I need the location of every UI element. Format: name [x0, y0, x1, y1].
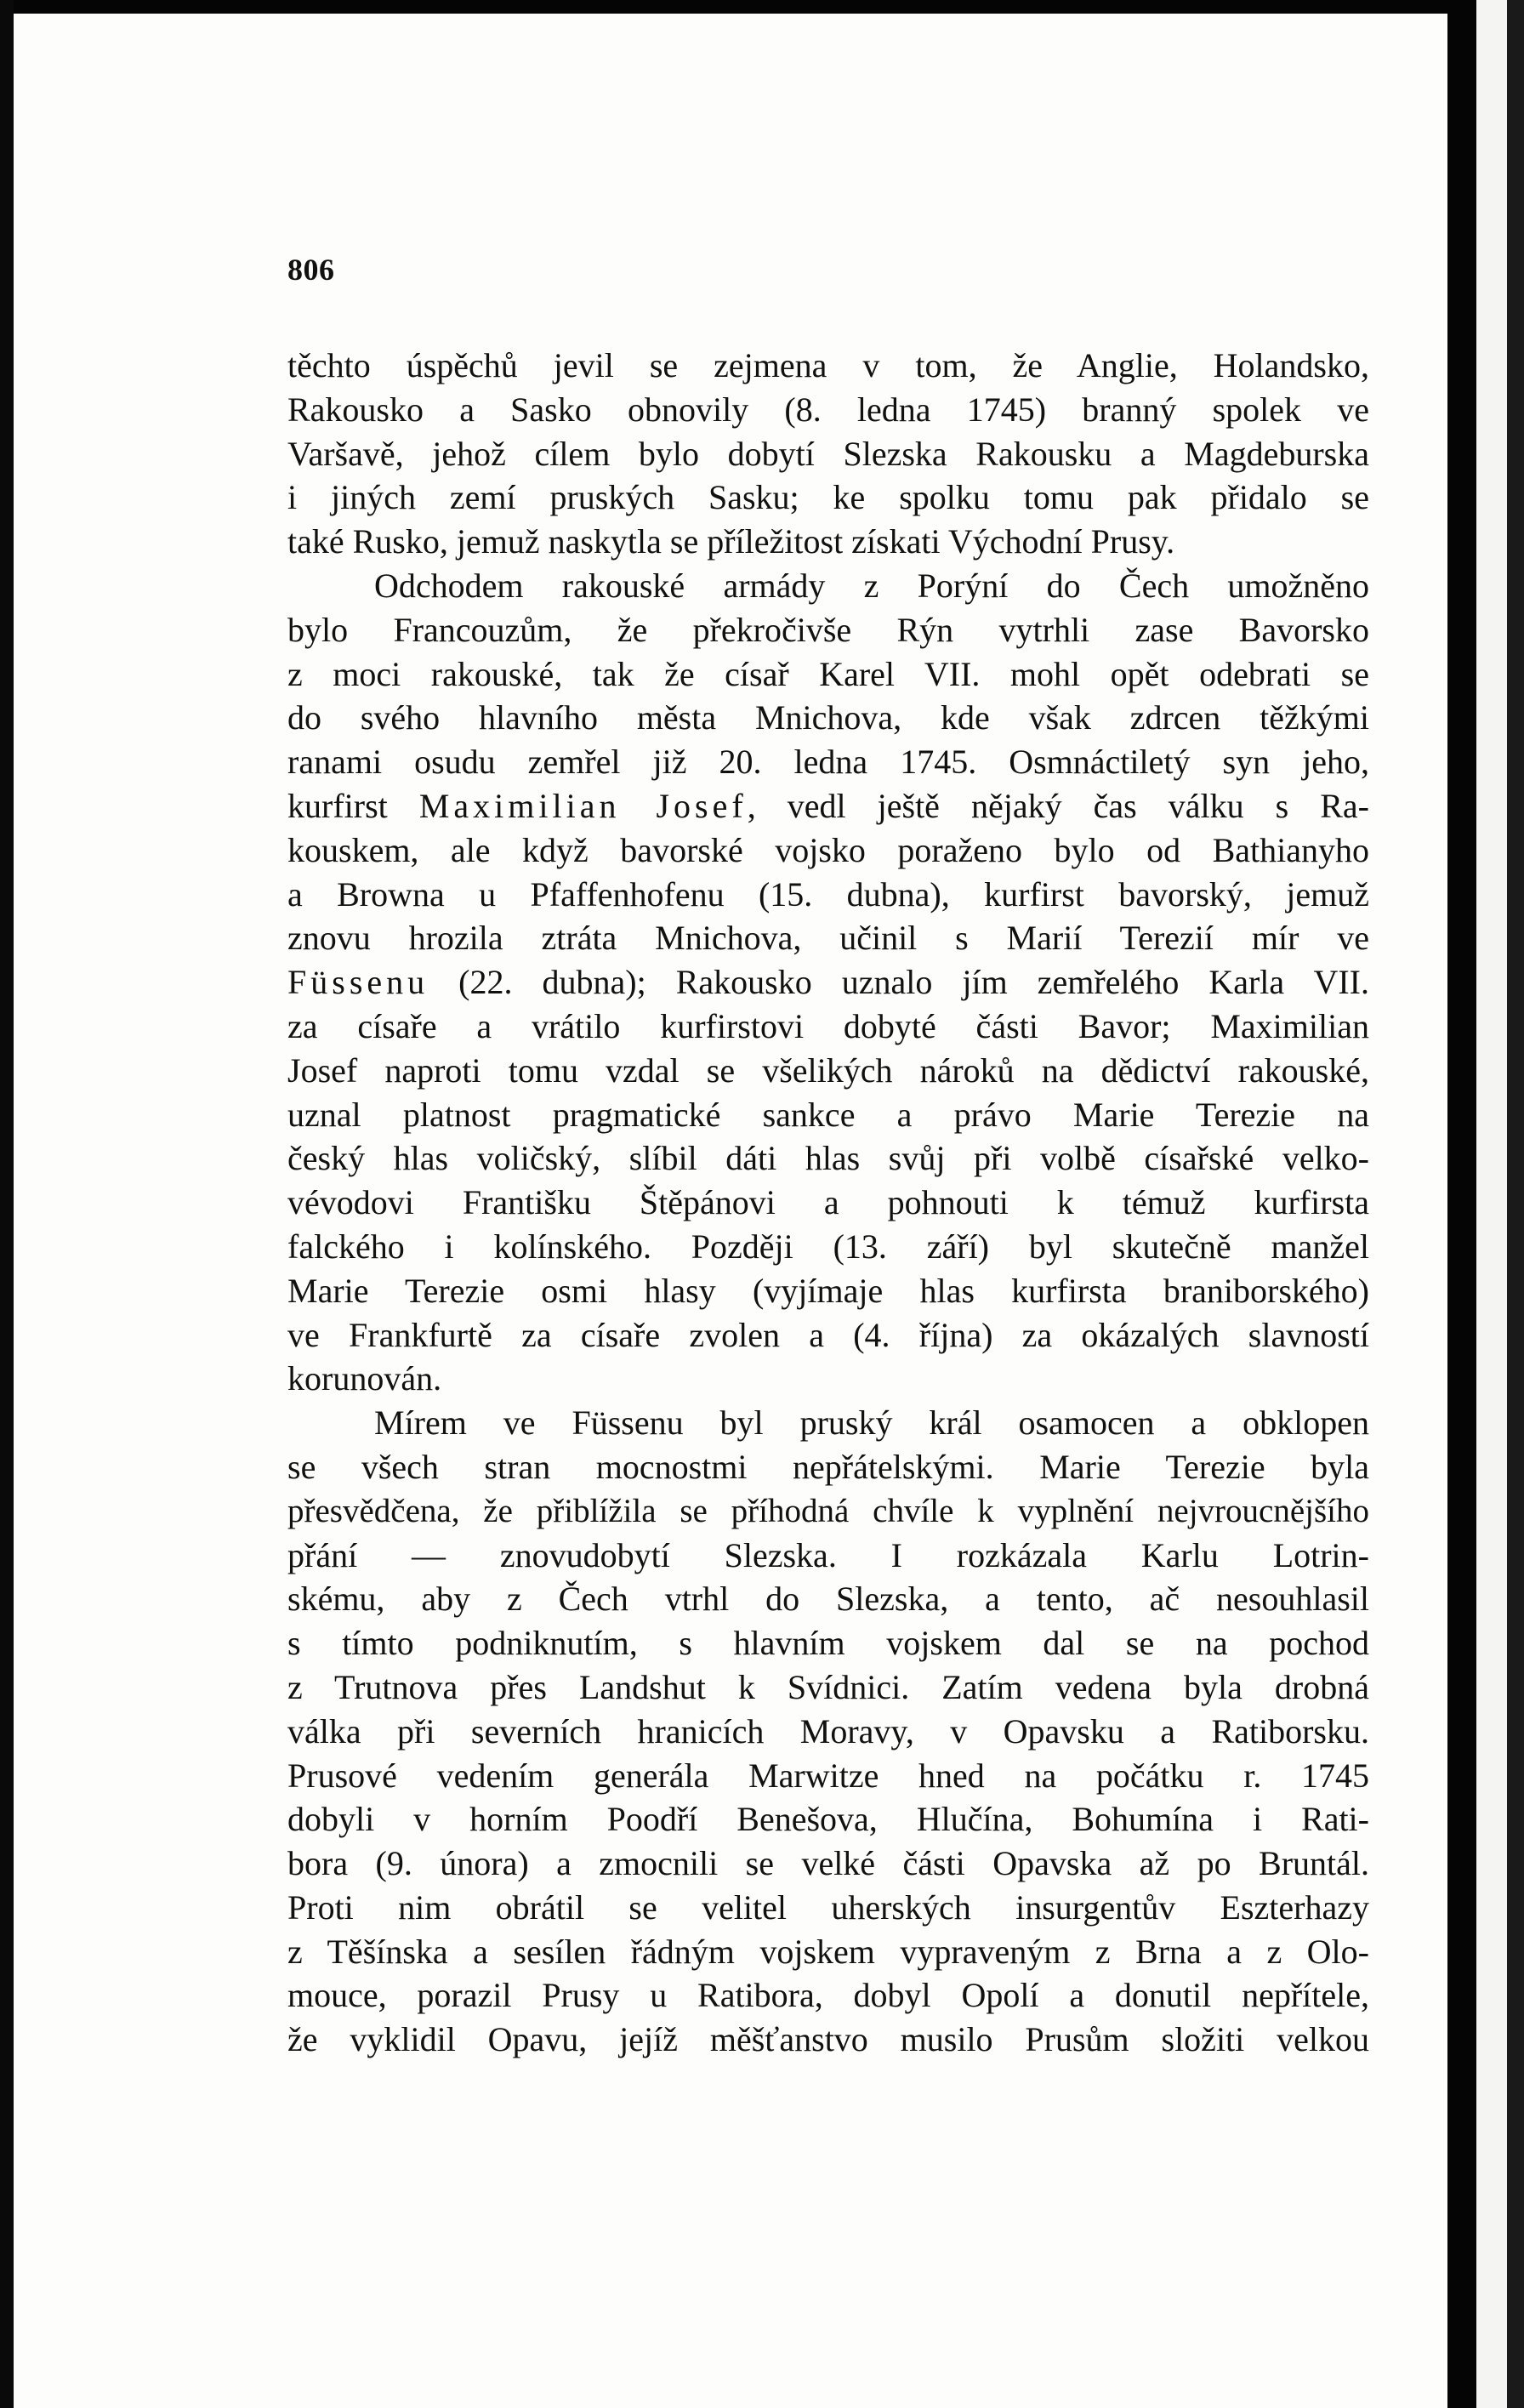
scan-border-right — [1447, 0, 1476, 2408]
text-line: Varšavě, jehož cílem bylo dobytí Slezska Rakousku a Magdeburska — [287, 434, 1369, 473]
text-line: znovu hrozila ztráta Mnichova, učinil s Marií Terezií mír ve — [287, 919, 1369, 958]
text-line: mouce, porazil Prusy u Ratibora, dobyl Opolí a donutil nepřítele, — [287, 1976, 1369, 2015]
text-line: s tímto podniknutím, s hlavním vojskem dal se na pochod — [287, 1624, 1369, 1663]
text-line: a Browna u Pfaffenhofenu (15. dubna), kurfirst bavorský, jemuž — [287, 874, 1369, 914]
text-line: Proti nim obrátil se velitel uherských insurgentův Eszterhazy — [287, 1887, 1369, 1927]
scan-border-left — [0, 0, 14, 2408]
text-line: dobyli v horním Poodří Benešova, Hlučína, Bohumína i Rati- — [287, 1800, 1369, 1839]
text-line: bora (9. února) a zmocnili se velké části Opavska až po Bruntál. — [287, 1844, 1369, 1883]
text-line: z Těšínska a sesílen řádným vojskem vypraveným z Brna a z Olo- — [287, 1932, 1369, 1971]
text-line: z Trutnova přes Landshut k Svídnici. Zatím vedena byla drobná — [287, 1667, 1369, 1706]
text-line-composite — [287, 960, 1369, 1005]
text-line: přesvědčena, že přiblížila se příhodná chvíle k vyplnění nejvroucnějšího — [287, 1492, 1369, 1529]
text-line: uznal platnost pragmatické sankce a právo Marie Terezie na — [287, 1095, 1369, 1134]
text-line: Marie Terezie osmi hlasy (vyjímaje hlas kurfirsta braniborského) — [287, 1271, 1369, 1310]
text-line: válka při severních hranicích Moravy, v Opavsku a Ratiborsku. — [287, 1711, 1369, 1750]
text-line: přání — znovudobytí Slezska. I rozkázala Karlu Lotrin- — [287, 1535, 1369, 1574]
scan-border-top — [0, 0, 1524, 14]
text-segment: , vedl ještě nějaký čas válku s Ra- — [747, 786, 1369, 825]
text-line: do svého hlavního města Mnichova, kde však zdrcen těžkými — [287, 698, 1369, 737]
text-line-composite — [287, 784, 1369, 828]
text-line: Odchodem rakouské armády z Porýní do Čech umožněno — [374, 566, 1369, 605]
spaced-name: Maximilian Josef — [418, 786, 748, 825]
text-segment: kurfirst — [287, 786, 388, 825]
text-line: se všech stran mocnostmi nepřátelskými. Marie Terezie byla — [287, 1447, 1369, 1486]
text-line: těchto úspěchů jevil se zejmena v tom, že Anglie, Holandsko, — [287, 346, 1369, 384]
text-line: i jiných zemí pruských Sasku; ke spolku tomu pak přidalo se — [287, 478, 1369, 517]
body-text — [287, 344, 1369, 2062]
text-line: Josef naproti tomu vzdal se všelikých nároků na dědictví rakouské, — [287, 1050, 1369, 1090]
text-line: korunován. — [287, 1359, 442, 1398]
text-line: že vyklidil Opavu, jejíž měšťanstvo musilo Prusům složiti velkou — [287, 2020, 1369, 2059]
text-segment: (22. dubna); Rakousko uznalo jím zemřelého Karla VII. — [429, 963, 1369, 1002]
text-line: Prusové vedením generála Marwitze hned na počátku r. 1745 — [287, 1756, 1369, 1795]
text-line: český hlas voličský, slíbil dáti hlas svůj při volbě císařské velko- — [287, 1139, 1369, 1178]
text-line: kouskem, ale když bavorské vojsko poraženo bylo od Bathianyho — [287, 830, 1369, 869]
text-line: také Rusko, jemuž naskytla se příležitost získati Východní Prusy. — [287, 522, 1175, 561]
scan-edge-right — [1507, 0, 1524, 2408]
text-line: Mírem ve Füssenu byl pruský král osamocen a obklopen — [374, 1403, 1369, 1443]
spaced-name: Füssenu — [287, 963, 429, 1002]
page-number: 806 — [287, 253, 335, 287]
text-line: ranami osudu zemřel již 20. ledna 1745. Osmnáctiletý syn jeho, — [287, 743, 1369, 782]
text-line: Rakousko a Sasko obnovily (8. ledna 1745) branný spolek ve — [287, 390, 1369, 429]
text-line: z moci rakouské, tak že císař Karel VII. mohl opět odebrati se — [287, 654, 1369, 693]
text-line: bylo Francouzům, že překročivše Rýn vytrhli zase Bavorsko — [287, 610, 1369, 649]
text-line: falckého i kolínského. Později (13. září) byl skutečně manžel — [287, 1227, 1369, 1266]
text-line: ve Frankfurtě za císaře zvolen a (4. října) za okázalých slavností — [287, 1315, 1369, 1354]
text-line: za císaře a vrátilo kurfirstovi dobyté části Bavor; Maximilian — [287, 1006, 1369, 1045]
text-line: vévodovi Františku Štěpánovi a pohnouti k témuž kurfirsta — [287, 1183, 1369, 1222]
text-line: skému, aby z Čech vtrhl do Slezska, a tento, ač nesouhlasil — [287, 1580, 1369, 1619]
